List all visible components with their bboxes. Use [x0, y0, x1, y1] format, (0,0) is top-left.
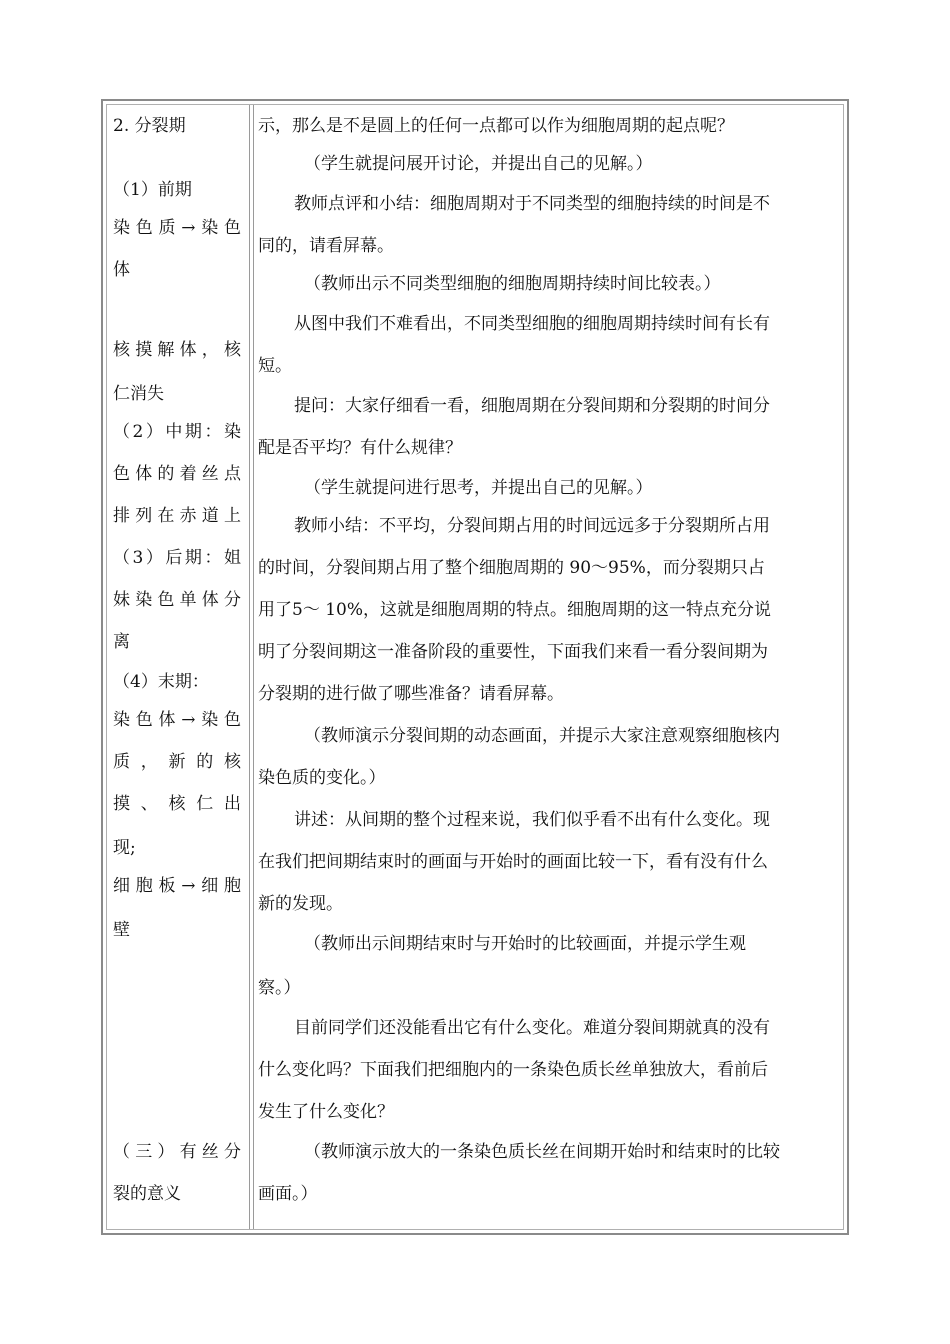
body-line: （教师演示分裂间期的动态画面，并提示大家注意观察细胞核内	[304, 726, 780, 746]
column-divider	[249, 105, 254, 1229]
body-line: 配是否平均？有什么规律？	[258, 438, 462, 458]
body-line: 用了5～ 10%，这就是细胞周期的特点。细胞周期的这一特点充分说	[258, 600, 772, 620]
body-line: 教师点评和小结：细胞周期对于不同类型的细胞持续的时间是不	[294, 194, 770, 214]
stage4-text: 质 ， 新 的 核	[113, 752, 241, 772]
body-line: （学生就提问展开讨论，并提出自己的见解。）	[304, 154, 653, 174]
body-line: 提问：大家仔细看一看，细胞周期在分裂间期和分裂期的时间分	[294, 396, 770, 416]
body-line: 目前同学们还没能看出它有什么变化。难道分裂间期就真的没有	[294, 1018, 770, 1038]
stage3-text: 离	[113, 632, 130, 652]
body-line: 分裂期的进行做了哪些准备？请看屏幕。	[258, 684, 564, 704]
stage3-text: （3）后期：姐	[113, 548, 241, 568]
stage1-text: 染色质→染色	[113, 218, 241, 238]
body-line: （学生就提问进行思考，并提出自己的见解。）	[304, 478, 653, 498]
body-line: 从图中我们不难看出，不同类型细胞的细胞周期持续时间有长有	[294, 314, 770, 334]
stage4-heading: （4）末期：	[113, 672, 209, 692]
stage4-text: 细胞板→细胞	[113, 876, 241, 896]
stage3-text: 妹染色单体分	[113, 590, 241, 610]
stage1-heading: （1）前期	[113, 180, 192, 200]
body-line: 明了分裂间期这一准备阶段的重要性，下面我们来看一看分裂间期为	[258, 642, 768, 662]
section3-heading: （三）有丝分	[113, 1142, 241, 1162]
stage1-text: 仁消失	[113, 384, 164, 404]
stage1-text: 核摸解体，核	[113, 340, 241, 360]
body-line: （教师演示放大的一条染色质长丝在间期开始时和结束时的比较	[304, 1142, 780, 1162]
stage4-text: 壁	[113, 920, 130, 940]
body-line: 同的，请看屏幕。	[258, 236, 394, 256]
body-line: 什么变化吗？下面我们把细胞内的一条染色质长丝单独放大，看前后	[258, 1060, 768, 1080]
body-line: 讲述：从间期的整个过程来说，我们似乎看不出有什么变化。现	[294, 810, 770, 830]
body-line: 短。	[258, 356, 292, 376]
outline-title: 2. 分裂期	[113, 116, 186, 136]
body-line: 的时间，分裂间期占用了整个细胞周期的 90～95%，而分裂期只占	[258, 558, 765, 578]
body-line: 教师小结：不平均，分裂间期占用的时间远远多于分裂期所占用	[294, 516, 770, 536]
section3-heading: 裂的意义	[113, 1184, 181, 1204]
body-line: 发生了什么变化？	[258, 1102, 394, 1122]
stage2-text: 色体的着丝点	[113, 464, 241, 484]
body-line: 在我们把间期结束时的画面与开始时的画面比较一下，看有没有什么	[258, 852, 768, 872]
body-line: （教师出示不同类型细胞的细胞周期持续时间比较表。）	[304, 274, 721, 294]
body-line: 新的发现。	[258, 894, 343, 914]
stage4-text: 现;	[113, 838, 136, 858]
stage2-text: 排列在赤道上	[113, 506, 241, 526]
body-line: 画面。）	[258, 1184, 318, 1204]
stage1-text: 体	[113, 260, 130, 280]
stage4-text: 染色体→染色	[113, 710, 241, 730]
body-line: 染色质的变化。）	[258, 768, 386, 788]
body-line: （教师出示间期结束时与开始时的比较画面，并提示学生观	[304, 934, 746, 954]
stage2-text: （2）中期：染	[113, 422, 241, 442]
body-line: 示，那么是不是圆上的任何一点都可以作为细胞周期的起点呢？	[258, 116, 734, 136]
body-line: 察。）	[258, 978, 301, 998]
stage4-text: 摸 、 核 仁 出	[113, 794, 241, 814]
